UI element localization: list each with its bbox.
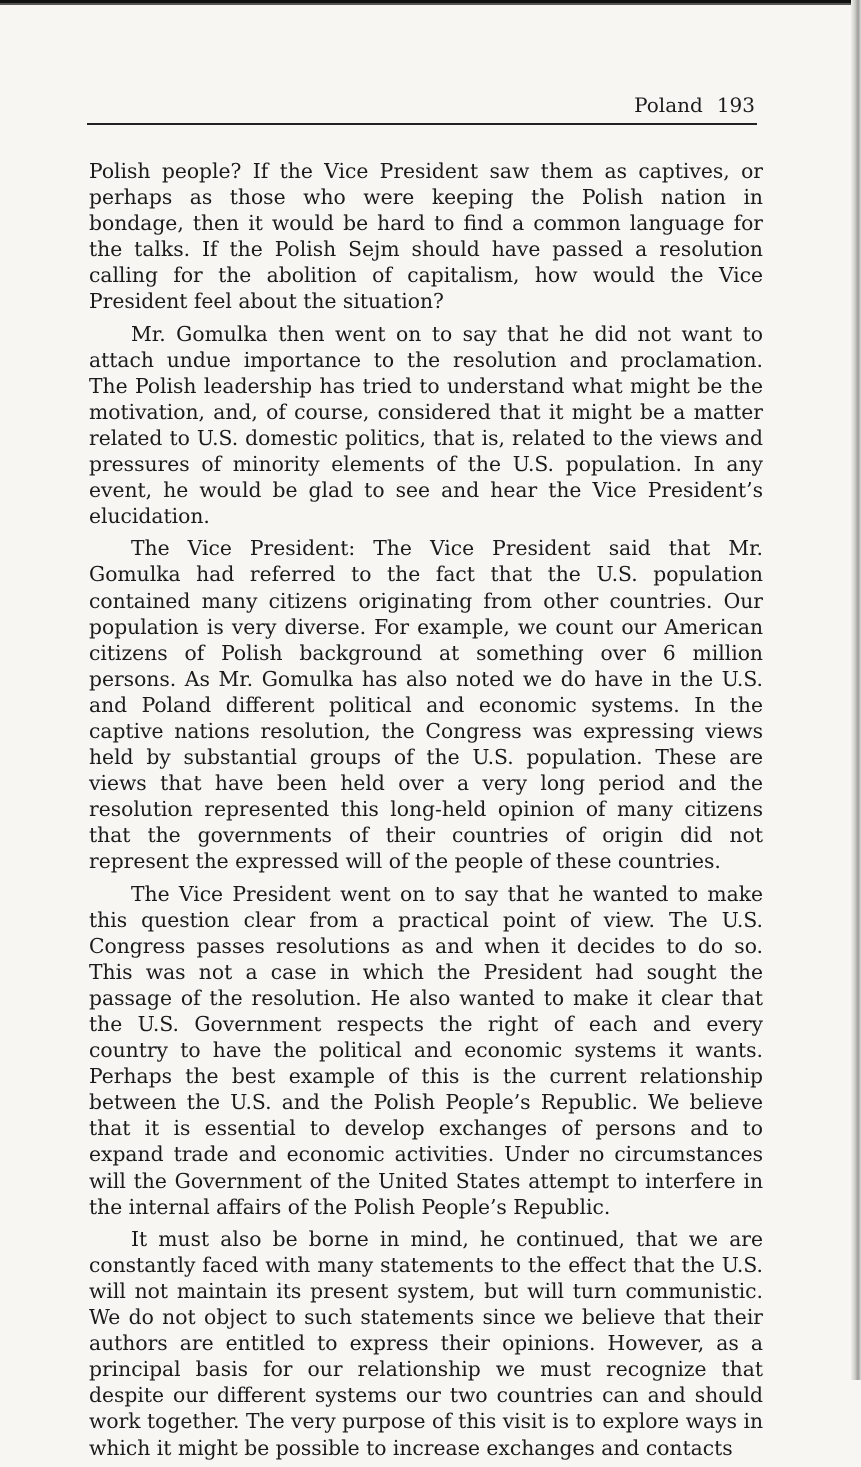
page-top-edge (0, 0, 861, 6)
body-text (89, 158, 763, 1467)
paragraph: The Vice President: The Vice President said that Mr. Gomulka had referred to the fact that the U.S. population contained many citizens originating from other countries. Our population is very diverse. For example, we count our American citizens of Polish background at something over 6 million persons. As Mr. Gomulka has also noted we do have in the U.S. and Poland different political and economic systems. In the captive nations resolution, the Congress was expressing views held by substantial groups of the U.S. population. These are views that have been held over a very long period and the resolution represented this long-held opinion of many citizens that the governments of their countries of origin did not represent the expressed will of the people of these countries. (89, 536, 763, 874)
running-header (87, 92, 755, 118)
paragraph: The Vice President went on to say that he wanted to make this question clear from a practical point of view. The U.S. Congress passes resolutions as and when it decides to do so. This was not a case in which the President had sought the passage of the resolution. He also wanted to make it clear that the U.S. Government respects the right of each and every country to have the political and economic systems it wants. Perhaps the best example of this is the current relationship between the U.S. and the Polish People’s Republic. We believe that it is essential to develop exchanges of persons and to expand trade and economic activities. Under no circumstances will the Government of the United States attempt to interfere in the internal affairs of the Polish People’s Republic. (89, 881, 763, 1219)
page-number: 193 (716, 93, 755, 117)
paragraph: Mr. Gomulka then went on to say that he did not want to attach undue importance to the resolution and proclamation. The Polish leadership has tried to understand what might be the motivation, and, of course, considered that it might be a matter related to U.S. domestic politics, that is, related to the views and pressures of minority elements of the U.S. population. In any event, he would be glad to see and hear the Vice President’s elucidation. (89, 321, 763, 529)
paragraph: Polish people? If the Vice President saw them as captives, or perhaps as those who were keeping the Polish nation in bondage, then it would be hard to find a common language for the talks. If the Polish Sejm should have passed a resolution calling for the abolition of capitalism, how would the Vice President feel about the situation? (89, 159, 763, 314)
page-binding-edge (851, 0, 861, 1380)
running-title: Poland (634, 93, 703, 117)
paragraph: It must also be borne in mind, he continued, that we are constantly faced with many statements to the effect that the U.S. will not maintain its present system, but will turn communistic. We do not object to such statements since we believe that their authors are entitled to express their opinions. However, as a principal basis for our relationship we must recognize that despite our different systems our two countries can and should work together. The very purpose of this visit is to explore ways in which it might be possible to increase exchanges and contacts (89, 1226, 763, 1460)
header-rule (87, 123, 757, 125)
